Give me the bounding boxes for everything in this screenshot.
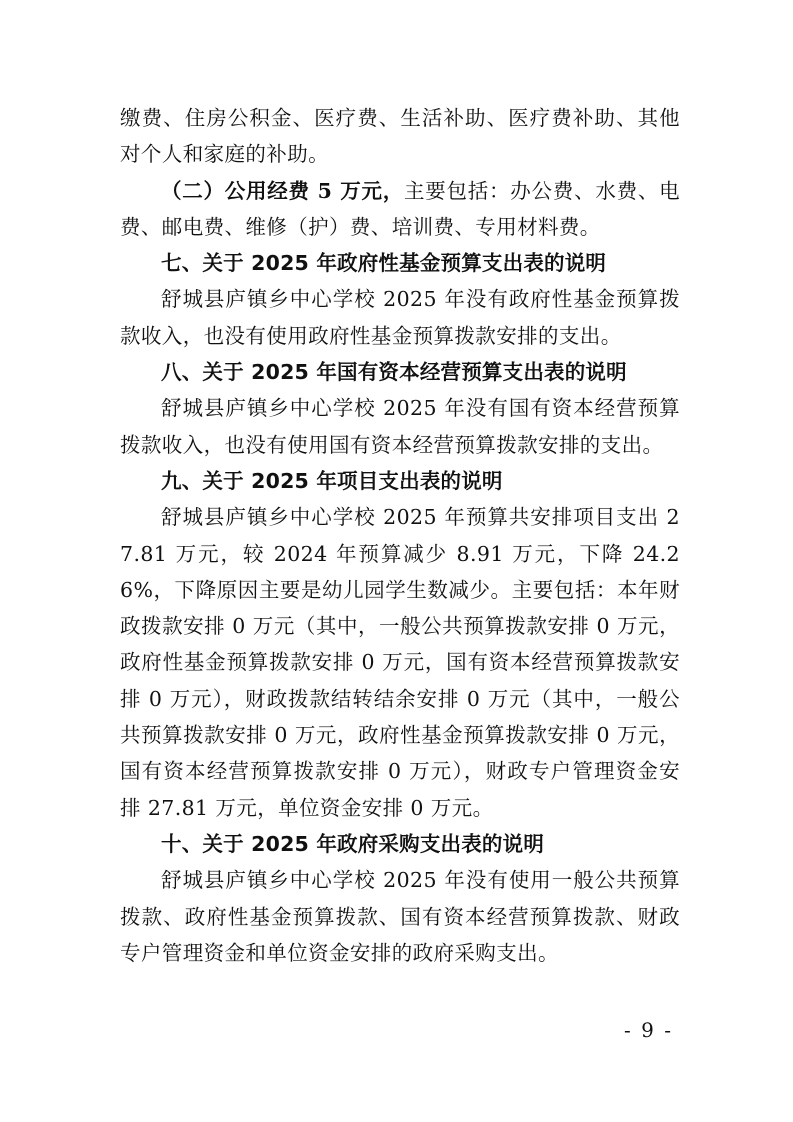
paragraph-personnel-expenses: 缴费、住房公积金、医疗费、生活补助、医疗费补助、其他对个人和家庭的补助。 (120, 106, 680, 167)
paragraph-public-expenses (120, 173, 680, 246)
public-expenses-lead: （二）公用经费 5 万元， (161, 178, 405, 203)
public-expenses-detail: 主要包括：办公费、水费、电费、邮电费、维修（护）费、培训费、专用材料费。 (120, 178, 680, 239)
paragraph-section-7: 舒城县庐镇乡中心学校 2025 年没有政府性基金预算拨款收入，也没有使用政府性基金预算拨款安排的支出。 (120, 287, 680, 348)
heading-section-8: 八、关于 2025 年国有资本经营预算支出表的说明 (161, 360, 627, 385)
heading-section-9: 九、关于 2025 年项目支出表的说明 (161, 468, 503, 493)
heading-section-7: 七、关于 2025 年政府性基金预算支出表的说明 (161, 251, 607, 276)
paragraph-section-8: 舒城县庐镇乡中心学校 2025 年没有国有资本经营预算拨款收入，也没有使用国有资本经营预算拨款安排的支出。 (120, 396, 680, 457)
paragraph-section-10: 舒城县庐镇乡中心学校 2025 年没有使用一般公共预算拨款、政府性基金预算拨款、国有资本经营预算拨款、财政专户管理资金和单位资金安排的政府采购支出。 (120, 868, 680, 965)
document-body (120, 100, 680, 971)
paragraph-section-9: 舒城县庐镇乡中心学校 2025 年预算共安排项目支出 27.81 万元，较 2024 年预算减少 8.91 万元，下降 24.26%，下降原因主要是幼儿园学生数减少。主要包括：本年财政拨款安排 0 万元（其中，一般公共预算拨款安排 0 万元，政府性基金预算拨款安排 0 万元，国有资本经营预算拨款安排 0 万元），财政拨款结转结余安排 0 万元（其中，一般公共预算拨款安排 0 万元，政府性基金预算拨款安排 0 万元，国有资本经营预算拨款安排 0 万元），财政专户管理资金安排 27.81 万元，单位资金安排 0 万元。 (120, 505, 680, 820)
page-number: - 9 - (624, 1018, 673, 1042)
heading-section-10: 十、关于 2025 年政府采购支出表的说明 (161, 831, 545, 856)
